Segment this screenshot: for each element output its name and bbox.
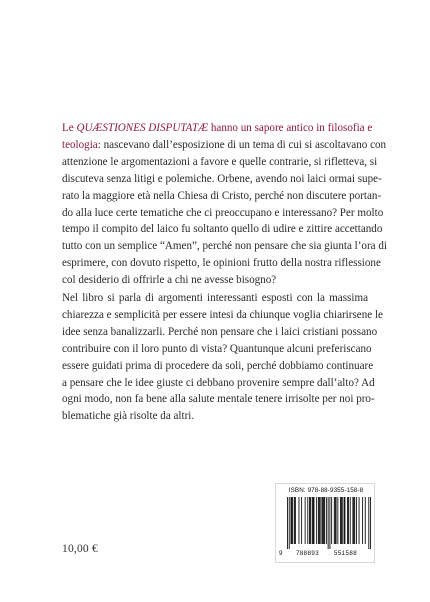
blurb-line: tutto con un semplice “Amen”, perché non pensare che sia giunta l’ora di: [62, 240, 387, 253]
barcode-bar: [313, 497, 314, 544]
barcode-bar: [301, 497, 302, 544]
barcode-bar: [294, 497, 295, 544]
blurb-line: discuteva senza litigi e polemiche. Orbene, avendo noi laici ormai supe-: [62, 172, 382, 185]
blurb-line: contribuire con il loro punto di vista? Quantunque alcuni preferiscano: [62, 342, 372, 355]
blurb-line: blematiche già risolte da altri.: [62, 410, 195, 423]
blurb-line: idee senza banalizzarli. Perché non pensare che i laici cristiani possano: [62, 325, 378, 338]
barcode-bar: [319, 497, 320, 544]
barcode-bar: [334, 497, 335, 544]
barcode-bar: [329, 497, 330, 549]
lead-word-teologia: teologia: [62, 138, 98, 151]
barcode-bar: [348, 497, 349, 544]
barcode-bar: [287, 497, 288, 549]
lead-phrase: hanno un sapore antico in filosofia e: [208, 122, 373, 134]
lead-word: Le: [62, 122, 77, 134]
blurb-line: chiarezza e semplicità per essere intesi da chiunque voglia chiarirsene le: [62, 308, 383, 321]
blurb-line: essere guidati prima di procedere da soli, perché dobbiamo continuare: [62, 359, 374, 372]
isbn-label: ISBN: 978-88-9355-158-8: [288, 487, 364, 494]
barcode-bar: [341, 497, 342, 544]
blurb-text: : nascevano dall’esposizione di un tema di cui si ascoltavano con: [97, 138, 387, 151]
barcode-bar: [310, 497, 311, 544]
blurb-line: do alla luce certe tematiche che ci preoccupano e interessano? Per molto: [62, 206, 384, 219]
barcode-bar: [353, 497, 354, 544]
barcode-bar: [307, 497, 308, 544]
barcode-bar: [326, 497, 327, 544]
barcode-bar: [331, 497, 332, 544]
barcode-bar: [291, 497, 292, 544]
barcode-bar: [322, 497, 323, 544]
blurb-line: attenzione le argomentazioni a favore e quelle contrarie, si rifletteva, si: [62, 155, 378, 168]
barcode-bar: [323, 497, 324, 544]
barcode-bar: [362, 497, 363, 544]
blurb-paragraph-1: [62, 120, 387, 289]
barcode-bar: [291, 497, 292, 544]
price-label: 10,00 €: [62, 543, 98, 555]
barcode-bar: [314, 497, 315, 544]
barcode-bar: [324, 497, 325, 544]
blurb-line: Nel libro si parla di argomenti interessanti esposti con la massima: [62, 292, 368, 304]
barcode-bar: [359, 497, 360, 544]
barcode-icon: [287, 497, 371, 549]
barcode-bar: [328, 497, 329, 549]
barcode-bar: [347, 497, 348, 544]
barcode-bar: [289, 497, 290, 549]
barcode-bar: [312, 497, 313, 544]
book-title-italic: QUÆSTIONES DISPUTATÆ: [76, 122, 209, 134]
barcode-bar: [335, 497, 336, 544]
barcode-bar: [365, 497, 366, 544]
blurb-line: tempo il compito del laico fu soltanto quello di udire e zittire accettando: [62, 223, 383, 236]
barcode-digits-right: 551588: [334, 550, 358, 557]
blurb-line: [62, 120, 373, 137]
barcode-bar: [370, 497, 371, 549]
blurb-line: [62, 137, 387, 154]
barcode-bar: [342, 497, 343, 544]
barcode-bar: [295, 497, 296, 544]
barcode-digits-left: 788893: [296, 550, 320, 557]
barcode-bar: [298, 497, 299, 544]
barcode-bar: [336, 497, 337, 544]
blurb-line: col desiderio di offrirle a chi ne avesse bisogno?: [62, 274, 277, 287]
blurb-line: esprimere, con dovuto rispetto, le opinioni frutto della nostra riflessione: [62, 257, 381, 270]
barcode-bar: [344, 497, 345, 544]
barcode-bar: [309, 497, 310, 544]
blurb-line: ogni modo, non fa bene alla salute mentale tenere irrisolte per noi pro-: [62, 393, 375, 406]
barcode-bar: [320, 497, 321, 544]
barcode-bar: [368, 497, 369, 549]
blurb-paragraph-2: [62, 290, 383, 425]
barcode-bar: [352, 497, 353, 544]
barcode-bar: [350, 497, 351, 544]
barcode-bar: [356, 497, 357, 544]
barcode-bar: [340, 497, 341, 544]
barcode-digit-first: 9: [279, 550, 283, 557]
blurb-line: rato la maggiore età nella Chiesa di Cristo, perché non discutere portan-: [62, 189, 382, 202]
barcode-bar: [321, 497, 322, 544]
barcode-bar: [337, 497, 338, 544]
barcode-bar: [354, 497, 355, 544]
isbn-barcode-box: [275, 483, 375, 563]
barcode-bar: [292, 497, 293, 544]
barcode-bar: [344, 497, 345, 544]
blurb-line: a pensare che le idee giuste ci debbano provenire sempre dall’alto? Ad: [62, 376, 375, 389]
barcode-bar: [305, 497, 306, 544]
barcode-bar: [318, 497, 319, 544]
barcode-bar: [316, 497, 317, 544]
